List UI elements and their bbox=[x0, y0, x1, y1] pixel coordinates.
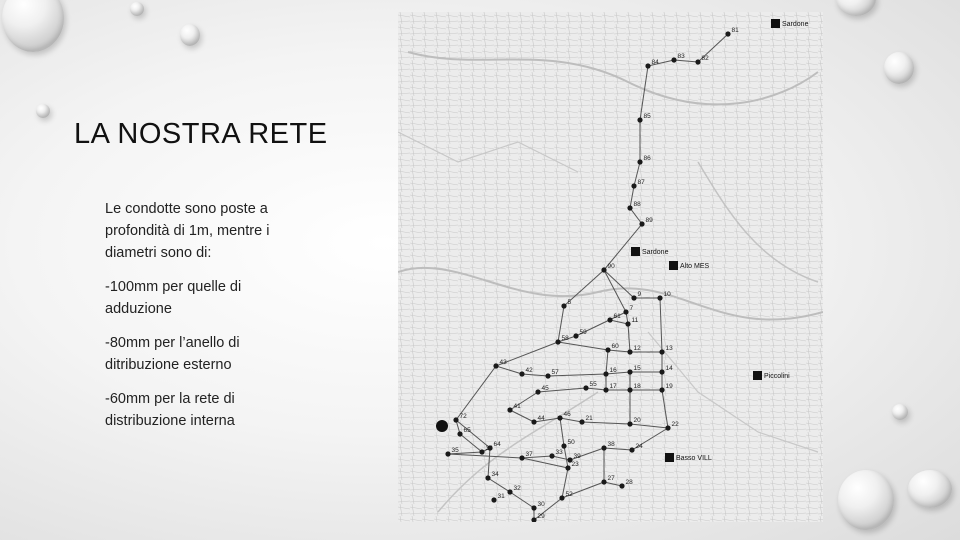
water-drop-decoration bbox=[180, 24, 200, 46]
node-label: 41 bbox=[513, 403, 521, 410]
network-node bbox=[453, 417, 458, 422]
network-node bbox=[627, 387, 632, 392]
network-node bbox=[573, 333, 578, 338]
network-node bbox=[603, 371, 608, 376]
node-label: 45 bbox=[541, 385, 549, 392]
node-label: 9 bbox=[637, 291, 642, 298]
network-node bbox=[485, 475, 490, 480]
node-label: 59 bbox=[579, 329, 587, 336]
node-label: 83 bbox=[677, 53, 685, 60]
network-node bbox=[507, 407, 512, 412]
reservoir-label: Piccolini bbox=[764, 373, 790, 380]
node-label: 44 bbox=[537, 415, 545, 422]
terminal-node bbox=[436, 420, 448, 432]
network-node bbox=[583, 385, 588, 390]
network-node bbox=[627, 349, 632, 354]
node-label: 46 bbox=[563, 411, 571, 418]
network-node bbox=[695, 59, 700, 64]
network-node bbox=[659, 349, 664, 354]
network-node bbox=[557, 415, 562, 420]
node-label: 17 bbox=[609, 383, 617, 390]
node-label: 38 bbox=[607, 441, 615, 448]
reservoir-label: Alto MES bbox=[680, 263, 710, 270]
network-node bbox=[671, 57, 676, 62]
network-node bbox=[627, 205, 632, 210]
node-label: 27 bbox=[607, 475, 615, 482]
node-label: 43 bbox=[499, 359, 507, 366]
network-node bbox=[645, 63, 650, 68]
reservoir-label: Sardone bbox=[782, 21, 809, 28]
reservoir-marker bbox=[665, 453, 674, 462]
network-node bbox=[559, 495, 564, 500]
body-paragraph: Le condotte sono poste a profondità di 1m, mentre i diametri sono di: bbox=[105, 201, 270, 261]
network-node bbox=[601, 267, 606, 272]
node-label: 7 bbox=[629, 305, 634, 312]
node-label: 12 bbox=[633, 345, 641, 352]
node-label: 50 bbox=[567, 439, 575, 446]
network-node bbox=[725, 31, 730, 36]
node-label: 72 bbox=[459, 413, 467, 420]
water-drop-decoration bbox=[836, 0, 876, 16]
network-node bbox=[479, 449, 484, 454]
network-node bbox=[519, 455, 524, 460]
node-label: 24 bbox=[635, 443, 643, 450]
network-node bbox=[629, 447, 634, 452]
node-label: 11 bbox=[631, 317, 639, 324]
network-node bbox=[531, 505, 536, 510]
node-label: 29 bbox=[537, 513, 545, 520]
network-node bbox=[561, 443, 566, 448]
node-label: 10 bbox=[663, 291, 671, 298]
water-drop-decoration bbox=[892, 404, 908, 420]
node-label: 35 bbox=[451, 447, 459, 454]
network-node bbox=[627, 421, 632, 426]
node-label: 82 bbox=[701, 55, 709, 62]
reservoir-marker bbox=[631, 247, 640, 256]
node-label: 16 bbox=[609, 367, 617, 374]
water-drop-decoration bbox=[2, 0, 64, 52]
network-node bbox=[565, 465, 570, 470]
node-label: 18 bbox=[633, 383, 641, 390]
node-label: 13 bbox=[665, 345, 673, 352]
network-node bbox=[561, 303, 566, 308]
water-drop-decoration bbox=[838, 470, 894, 530]
node-label: 65 bbox=[463, 427, 471, 434]
network-map-drawing bbox=[398, 12, 823, 522]
network-node bbox=[631, 295, 636, 300]
node-label: 15 bbox=[633, 365, 641, 372]
network-node bbox=[601, 445, 606, 450]
node-label: 19 bbox=[665, 383, 673, 390]
network-node bbox=[657, 295, 662, 300]
network-node bbox=[507, 489, 512, 494]
network-node bbox=[603, 387, 608, 392]
network-node bbox=[619, 483, 624, 488]
node-label: 58 bbox=[561, 335, 569, 342]
reservoir-label: Sardone bbox=[642, 249, 669, 256]
network-node bbox=[555, 339, 560, 344]
network-node bbox=[659, 369, 664, 374]
node-label: 34 bbox=[491, 471, 499, 478]
body-paragraph: -80mm per l’anello di ditribuzione esterno bbox=[105, 335, 240, 373]
node-label: 37 bbox=[525, 451, 533, 458]
network-node bbox=[627, 369, 632, 374]
node-label: 33 bbox=[555, 449, 563, 456]
network-node bbox=[519, 371, 524, 376]
network-node bbox=[535, 389, 540, 394]
node-label: 84 bbox=[651, 59, 659, 66]
water-drop-decoration bbox=[908, 470, 952, 508]
node-label: 64 bbox=[493, 441, 501, 448]
node-label: 21 bbox=[585, 415, 593, 422]
node-label: 86 bbox=[643, 155, 651, 162]
network-node bbox=[493, 363, 498, 368]
reservoir-marker bbox=[669, 261, 678, 270]
node-label: 89 bbox=[645, 217, 653, 224]
node-label: 81 bbox=[731, 27, 739, 34]
network-node bbox=[637, 159, 642, 164]
network-node bbox=[457, 431, 462, 436]
network-node bbox=[445, 451, 450, 456]
network-node bbox=[491, 497, 496, 502]
network-node bbox=[607, 317, 612, 322]
node-label: 20 bbox=[633, 417, 641, 424]
water-drop-decoration bbox=[130, 2, 144, 16]
node-label: 87 bbox=[637, 179, 645, 186]
slide-title: LA NOSTRA RETE bbox=[74, 118, 328, 150]
node-label: 28 bbox=[625, 479, 633, 486]
body-paragraph: -100mm per quelle di adduzione bbox=[105, 279, 242, 317]
network-node bbox=[579, 419, 584, 424]
node-label: 22 bbox=[671, 421, 679, 428]
water-drop-decoration bbox=[36, 104, 50, 118]
reservoir-label: Basso VILL bbox=[676, 455, 712, 462]
node-label: 52 bbox=[565, 491, 573, 498]
node-label: 39 bbox=[573, 453, 581, 460]
reservoir-marker bbox=[753, 371, 762, 380]
node-label: 55 bbox=[589, 381, 597, 388]
network-node bbox=[605, 347, 610, 352]
node-label: 5 bbox=[567, 299, 572, 306]
node-label: 36 bbox=[485, 445, 493, 452]
network-node bbox=[601, 479, 606, 484]
node-label: 31 bbox=[497, 493, 505, 500]
node-label: 32 bbox=[513, 485, 521, 492]
network-node bbox=[625, 321, 630, 326]
network-node bbox=[623, 309, 628, 314]
network-node bbox=[637, 117, 642, 122]
node-label: 42 bbox=[525, 367, 533, 374]
reservoir-marker bbox=[771, 19, 780, 28]
node-label: 90 bbox=[607, 263, 615, 270]
node-label: 30 bbox=[537, 501, 545, 508]
network-node bbox=[545, 373, 550, 378]
network-node bbox=[549, 453, 554, 458]
node-label: 61 bbox=[613, 313, 621, 320]
node-label: 88 bbox=[633, 201, 641, 208]
body-paragraph: -60mm per la rete di distribuzione interna bbox=[105, 391, 235, 429]
network-node bbox=[631, 183, 636, 188]
network-node bbox=[639, 221, 644, 226]
network-map bbox=[398, 12, 823, 522]
node-label: 23 bbox=[571, 461, 579, 468]
network-node bbox=[531, 419, 536, 424]
network-node bbox=[659, 387, 664, 392]
node-label: 85 bbox=[643, 113, 651, 120]
node-label: 57 bbox=[551, 369, 559, 376]
node-label: 14 bbox=[665, 365, 673, 372]
network-node bbox=[665, 425, 670, 430]
water-drop-decoration bbox=[884, 52, 914, 84]
node-label: 60 bbox=[611, 343, 619, 350]
